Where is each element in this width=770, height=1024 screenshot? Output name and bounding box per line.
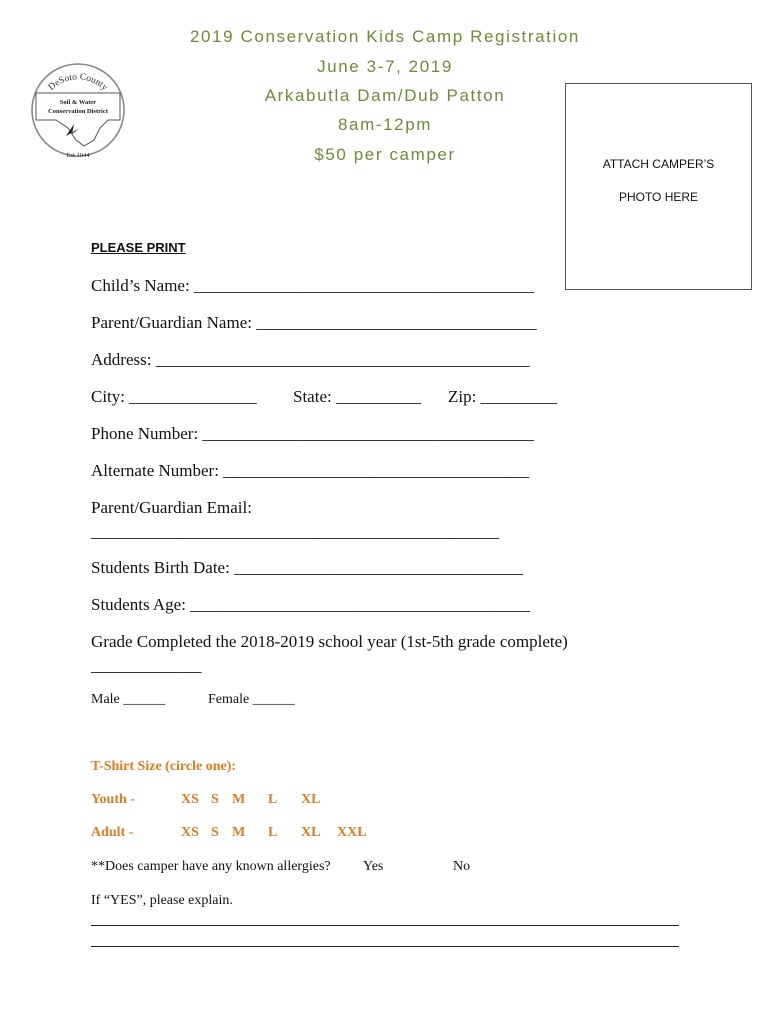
youth-size-s[interactable]: S xyxy=(211,792,219,807)
allergies-no-option[interactable]: No xyxy=(453,859,471,874)
adult-size-l[interactable]: L xyxy=(268,825,278,840)
address-field[interactable]: Address: ____________________________________________ xyxy=(91,350,530,369)
zip-field[interactable]: Zip: _________ xyxy=(448,387,558,406)
camp-dates: June 3-7, 2019 xyxy=(317,57,453,76)
grade-field[interactable]: _____________ xyxy=(91,656,202,675)
allergies-yes-option[interactable]: Yes xyxy=(363,859,384,874)
city-field[interactable]: City: _______________ xyxy=(91,387,257,406)
logo-line2: Conservation District xyxy=(48,108,108,115)
youth-size-l[interactable]: L xyxy=(268,792,278,807)
district-logo xyxy=(28,58,128,168)
adult-size-xs[interactable]: XS xyxy=(181,825,199,840)
adult-label: Adult - xyxy=(91,825,134,840)
youth-size-m[interactable]: M xyxy=(232,792,246,807)
adult-size-xl[interactable]: XL xyxy=(301,825,321,840)
logo-est: Est.1944 xyxy=(66,152,90,159)
email-label: Parent/Guardian Email: xyxy=(91,498,252,517)
grade-label: Grade Completed the 2018-2019 school year (1st-5th grade complete) xyxy=(91,632,568,651)
allergies-explain-line-1[interactable] xyxy=(91,925,679,926)
birth-date-field[interactable]: Students Birth Date: __________________________________ xyxy=(91,558,524,577)
email-field[interactable]: ________________________________________________ xyxy=(91,522,499,541)
photo-box-line2: PHOTO HERE xyxy=(618,190,699,204)
phone-field[interactable]: Phone Number: _______________________________________ xyxy=(91,424,534,443)
photo-box-line1: ATTACH CAMPER’S xyxy=(602,157,715,171)
youth-label: Youth - xyxy=(91,792,135,807)
photo-attachment-box xyxy=(565,83,752,290)
tshirt-heading: T-Shirt Size (circle one): xyxy=(91,759,237,774)
camp-price: $50 per camper xyxy=(314,145,456,164)
camp-location: Arkabutla Dam/Dub Patton xyxy=(264,86,506,105)
allergies-question: **Does camper have any known allergies? xyxy=(91,859,331,874)
male-field[interactable]: Male ______ xyxy=(91,692,166,707)
age-field[interactable]: Students Age: ________________________________________ xyxy=(91,595,531,614)
female-field[interactable]: Female ______ xyxy=(208,692,295,707)
state-field[interactable]: State: __________ xyxy=(293,387,421,406)
camp-time: 8am-12pm xyxy=(337,115,433,134)
alternate-number-field[interactable]: Alternate Number: ____________________________________ xyxy=(91,461,530,480)
youth-size-xl[interactable]: XL xyxy=(301,792,321,807)
form-title: 2019 Conservation Kids Camp Registration xyxy=(189,27,580,46)
adult-size-m[interactable]: M xyxy=(232,825,246,840)
adult-size-xxl[interactable]: XXL xyxy=(337,825,367,840)
child-name-field[interactable]: Child’s Name: ________________________________________ xyxy=(91,276,534,295)
logo-line1: Soil & Water xyxy=(59,99,97,106)
allergies-explain-label: If “YES”, please explain. xyxy=(91,893,233,908)
parent-name-field[interactable]: Parent/Guardian Name: _________________________________ xyxy=(91,313,537,332)
allergies-explain-line-2[interactable] xyxy=(91,946,679,947)
youth-size-xs[interactable]: XS xyxy=(181,792,199,807)
please-print-label: PLEASE PRINT xyxy=(91,240,186,255)
logo-arc-text: DeSoto County xyxy=(46,72,110,93)
adult-size-s[interactable]: S xyxy=(211,825,219,840)
